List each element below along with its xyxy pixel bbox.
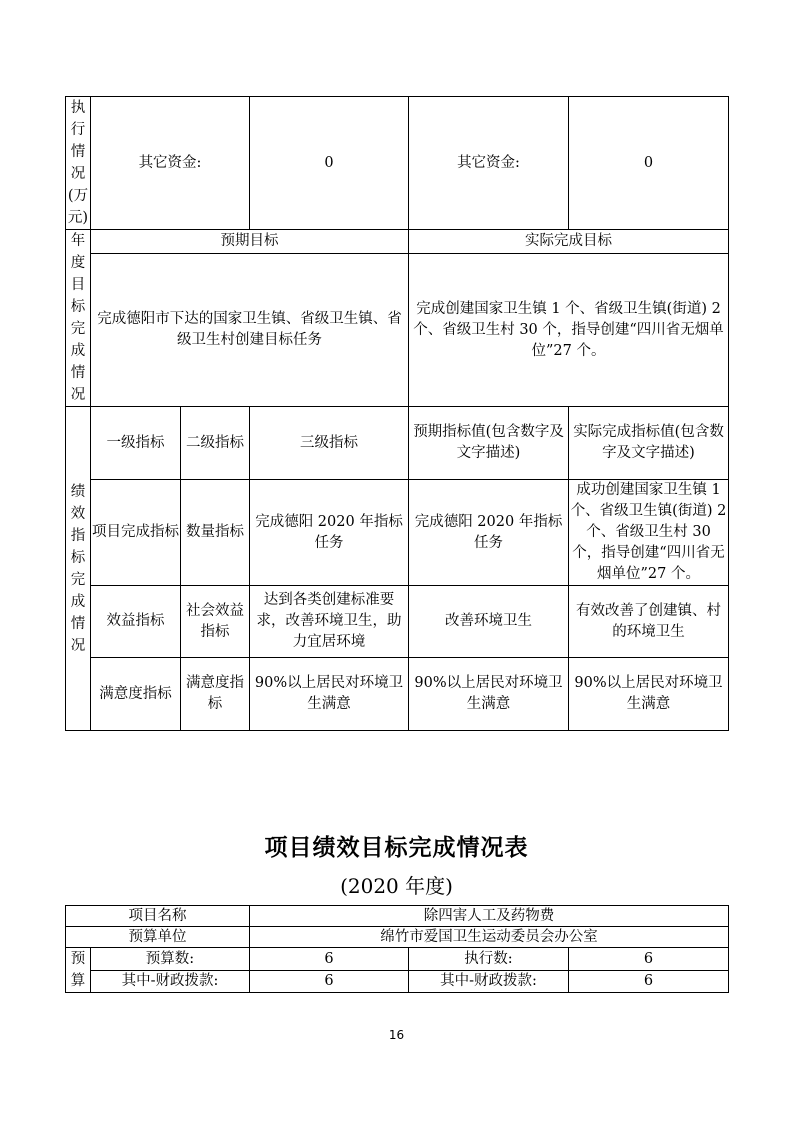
budget-count-value: 6	[250, 948, 409, 971]
exec-status-label-cell	[66, 97, 91, 230]
table-row-cell: 有效改善了创建镇、村的环境卫生	[569, 586, 729, 658]
table-row-cell: 效益指标	[91, 586, 181, 658]
table-row-cell: 项目完成指标	[91, 480, 181, 586]
table-row-cell: 改善环境卫生	[409, 586, 569, 658]
header-actual-value: 实际完成指标值(包含数字及文字描述)	[569, 407, 729, 480]
exec-count-label: 执行数:	[409, 948, 569, 971]
other-funds-value-2: 0	[569, 97, 729, 230]
table-row-cell: 完成德阳 2020 年指标任务	[409, 480, 569, 586]
header-level2: 二级指标	[181, 407, 250, 480]
exec-count-value: 6	[569, 948, 729, 971]
actual-goal-text: 完成创建国家卫生镇 1 个、省级卫生镇(街道) 2 个、省级卫生村 30 个，指导创建“四川省无烟单位”27 个。	[409, 254, 729, 407]
fiscal-value-1: 6	[250, 970, 409, 993]
budget-label-cell	[66, 948, 91, 993]
other-funds-label-2: 其它资金:	[409, 97, 569, 230]
other-funds-label-1: 其它资金:	[91, 97, 250, 230]
header-expected-value: 预期指标值(包含数字及文字描述)	[409, 407, 569, 480]
page-subtitle: (2020 年度)	[340, 874, 453, 898]
table-row-cell: 90%以上居民对环境卫生满意	[569, 658, 729, 731]
table-row-cell: 90%以上居民对环境卫生满意	[250, 658, 409, 731]
table-row-cell: 完成德阳 2020 年指标任务	[250, 480, 409, 586]
table-row-cell: 满意度指标	[91, 658, 181, 731]
fiscal-label-1: 其中-财政拨款:	[91, 970, 250, 993]
perf-label: 绩效指标完成情况	[70, 483, 86, 654]
table-row-cell: 社会效益指标	[181, 586, 250, 658]
header-level1: 一级指标	[91, 407, 181, 480]
table-row-cell: 90%以上居民对环境卫生满意	[409, 658, 569, 731]
fiscal-label-2: 其中-财政拨款:	[409, 970, 569, 993]
table-row-cell: 达到各类创建标准要求，改善环境卫生，助力宜居环境	[250, 586, 409, 658]
page-title: 项目绩效目标完成情况表	[264, 835, 529, 861]
actual-goal-header: 实际完成目标	[409, 230, 729, 254]
page-number: 16	[388, 1028, 405, 1042]
annual-goal-label-cell	[66, 230, 91, 407]
other-funds-value-1: 0	[250, 97, 409, 230]
performance-table	[65, 96, 729, 731]
table-row-cell: 满意度指标	[181, 658, 250, 731]
project-info-table	[65, 905, 729, 993]
budget-unit-label: 预算单位	[66, 927, 250, 948]
annual-goal-label: 年度目标完成情况	[70, 233, 86, 403]
budget-label: 预算	[70, 951, 86, 989]
project-name-value: 除四害人工及药物费	[250, 906, 729, 927]
perf-label-cell	[66, 407, 91, 731]
budget-unit-value: 绵竹市爱国卫生运动委员会办公室	[250, 927, 729, 948]
expected-goal-text: 完成德阳市下达的国家卫生镇、省级卫生镇、省级卫生村创建目标任务	[91, 254, 409, 407]
table-row-cell: 成功创建国家卫生镇 1 个、省级卫生镇(街道) 2 个、省级卫生村 30 个，指导创建“四川省无烟单位”27 个。	[569, 480, 729, 586]
fiscal-value-2: 6	[569, 970, 729, 993]
header-level3: 三级指标	[250, 407, 409, 480]
expected-goal-header: 预期目标	[91, 230, 409, 254]
table-row-cell: 数量指标	[181, 480, 250, 586]
budget-count-label: 预算数:	[91, 948, 250, 971]
project-name-label: 项目名称	[66, 906, 250, 927]
exec-status-label: 执行情况(万元)	[67, 100, 89, 226]
